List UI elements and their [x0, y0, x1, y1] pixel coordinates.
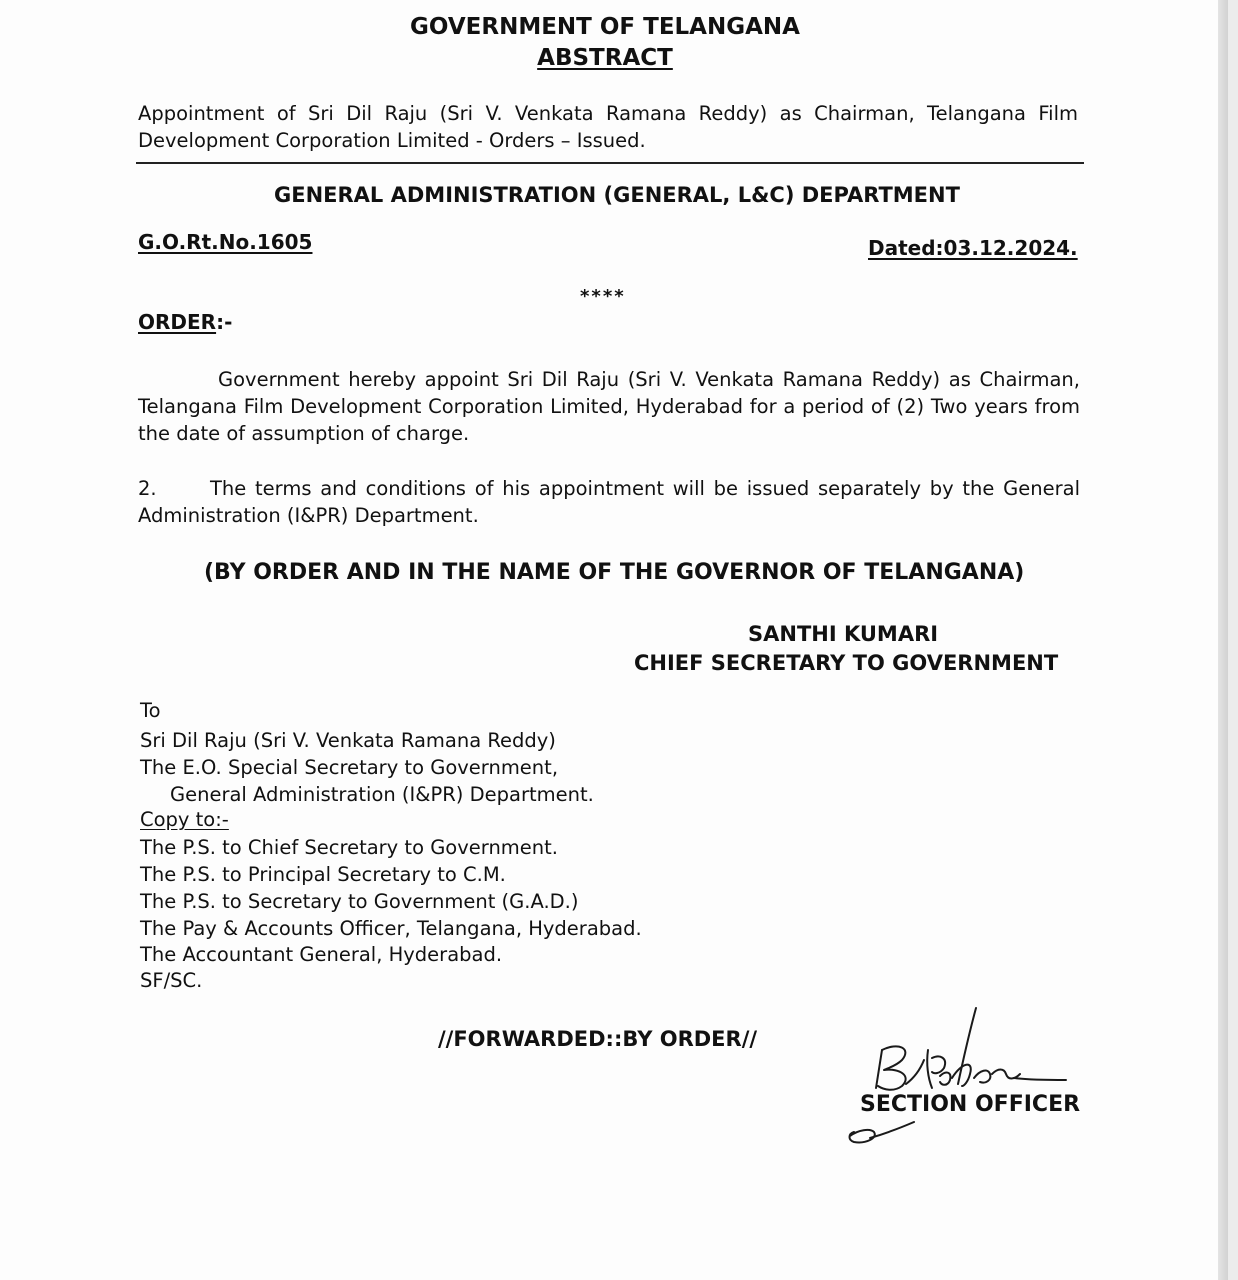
department-heading: GENERAL ADMINISTRATION (GENERAL, L&C) DEPARTMENT: [274, 183, 960, 207]
subject-divider: [136, 162, 1084, 164]
copy-recipient-2: The P.S. to Principal Secretary to C.M.: [140, 863, 506, 886]
copy-recipient-1: The P.S. to Chief Secretary to Government.: [140, 836, 559, 859]
section-officer-label: SECTION OFFICER: [860, 1092, 1081, 1117]
page-edge: [1218, 0, 1228, 1280]
forwarded-line: //FORWARDED::BY ORDER//: [438, 1027, 758, 1051]
copy-recipient-6: SF/SC.: [140, 969, 203, 992]
by-order-line: (BY ORDER AND IN THE NAME OF THE GOVERNOR OF TELANGANA): [204, 560, 1025, 585]
order-date: Dated:03.12.2024.: [868, 236, 1078, 260]
copy-recipient-5: The Accountant General, Hyderabad.: [140, 943, 503, 966]
copy-recipient-4: The Pay & Accounts Officer, Telangana, Hyderabad.: [140, 917, 642, 940]
signatory-designation: CHIEF SECRETARY TO GOVERNMENT: [634, 651, 1059, 675]
paragraph-2: 2. The terms and conditions of his appointment will be issued separately by the General Administration (I&PR) Department.: [138, 477, 1080, 527]
paragraph-1: Government hereby appoint Sri Dil Raju (Sri V. Venkata Ramana Reddy) as Chairman, Telangana Film Development Corporation Limited, Hyderabad for a period of (2) Two years from the date of assumption of charge.: [138, 368, 1080, 445]
to-recipient-3: General Administration (I&PR) Department.: [170, 783, 594, 806]
subject-text: Appointment of Sri Dil Raju (Sri V. Venkata Ramana Reddy) as Chairman, Telangana Film Development Corporation Limited - Orders – Issued.: [138, 102, 1078, 152]
order-label: ORDER: [138, 310, 217, 334]
government-title: GOVERNMENT OF TELANGANA: [410, 14, 800, 40]
abstract-heading: ABSTRACT: [537, 45, 673, 71]
handwritten-signature: [840, 1000, 1080, 1160]
order-number: G.O.Rt.No.1605: [138, 230, 313, 254]
copy-to-label: Copy to:-: [140, 808, 229, 831]
to-recipient-1: Sri Dil Raju (Sri V. Venkata Ramana Reddy): [140, 729, 556, 752]
to-recipient-2: The E.O. Special Secretary to Government,: [140, 756, 559, 779]
order-suffix: :-: [216, 310, 233, 334]
signatory-name: SANTHI KUMARI: [748, 622, 939, 646]
copy-recipient-3: The P.S. to Secretary to Government (G.A.D.): [140, 890, 579, 913]
paragraph-2-number: 2.: [138, 477, 157, 500]
to-label: To: [140, 699, 161, 722]
order-heading: [138, 310, 232, 334]
separator-stars: ****: [580, 286, 626, 307]
